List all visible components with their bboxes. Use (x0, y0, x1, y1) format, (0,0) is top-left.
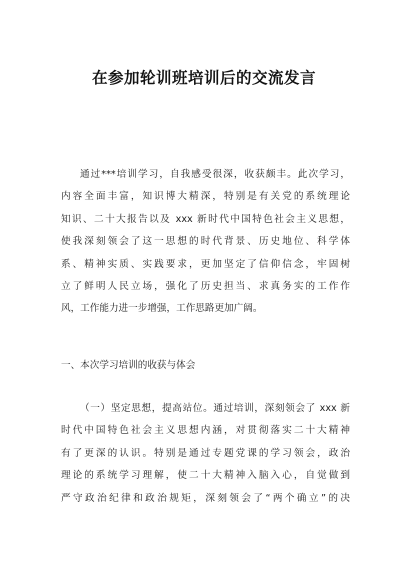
paragraph-line: 时代中国特色社会主义思想内涵，对贯彻落实二十大精神 (61, 425, 350, 437)
paragraph-line: 有了更深的认识。特别是通过专题党课的学习领会，政治 (61, 447, 350, 459)
paragraph-section-1 (61, 398, 350, 510)
paragraph-line: 风，工作能力进一步增强，工作思路更加广阔。 (61, 303, 263, 315)
paragraph-line: 通过***培训学习，自我感受很深，收获颇丰。此次学习， (80, 169, 350, 180)
paragraph-line: 立了鲜明人民立场，强化了历史担当、求真务实的工作作 (61, 280, 350, 292)
paragraph-line: 知识、二十大报告以及 xxx 新时代中国特色社会主义思想， (61, 213, 350, 225)
paragraph-intro (61, 164, 350, 321)
document-title: 在参加轮训班培训后的交流发言 (91, 69, 316, 87)
section-heading: 一、本次学习培训的收获与体会 (61, 360, 196, 371)
paragraph-line: 内容全面丰富，知识博大精深，特别是有关党的系统理论 (61, 191, 350, 203)
paragraph-line: 系、精神实质、实践要求，更加坚定了信仰信念，牢固树 (61, 258, 350, 270)
paragraph-line: 严守政治纪律和政治规矩，深刻领会了“两个确立”的决 (61, 492, 350, 504)
paragraph-line: 理论的系统学习理解，使二十大精神入脑入心，自觉做到 (61, 470, 350, 482)
paragraph-line: 使我深刻领会了这一思想的时代背景、历史地位、科学体 (61, 236, 350, 248)
paragraph-line: （一）坚定思想，提高站位。通过培训，深刻领会了 xxx 新 (80, 403, 350, 414)
